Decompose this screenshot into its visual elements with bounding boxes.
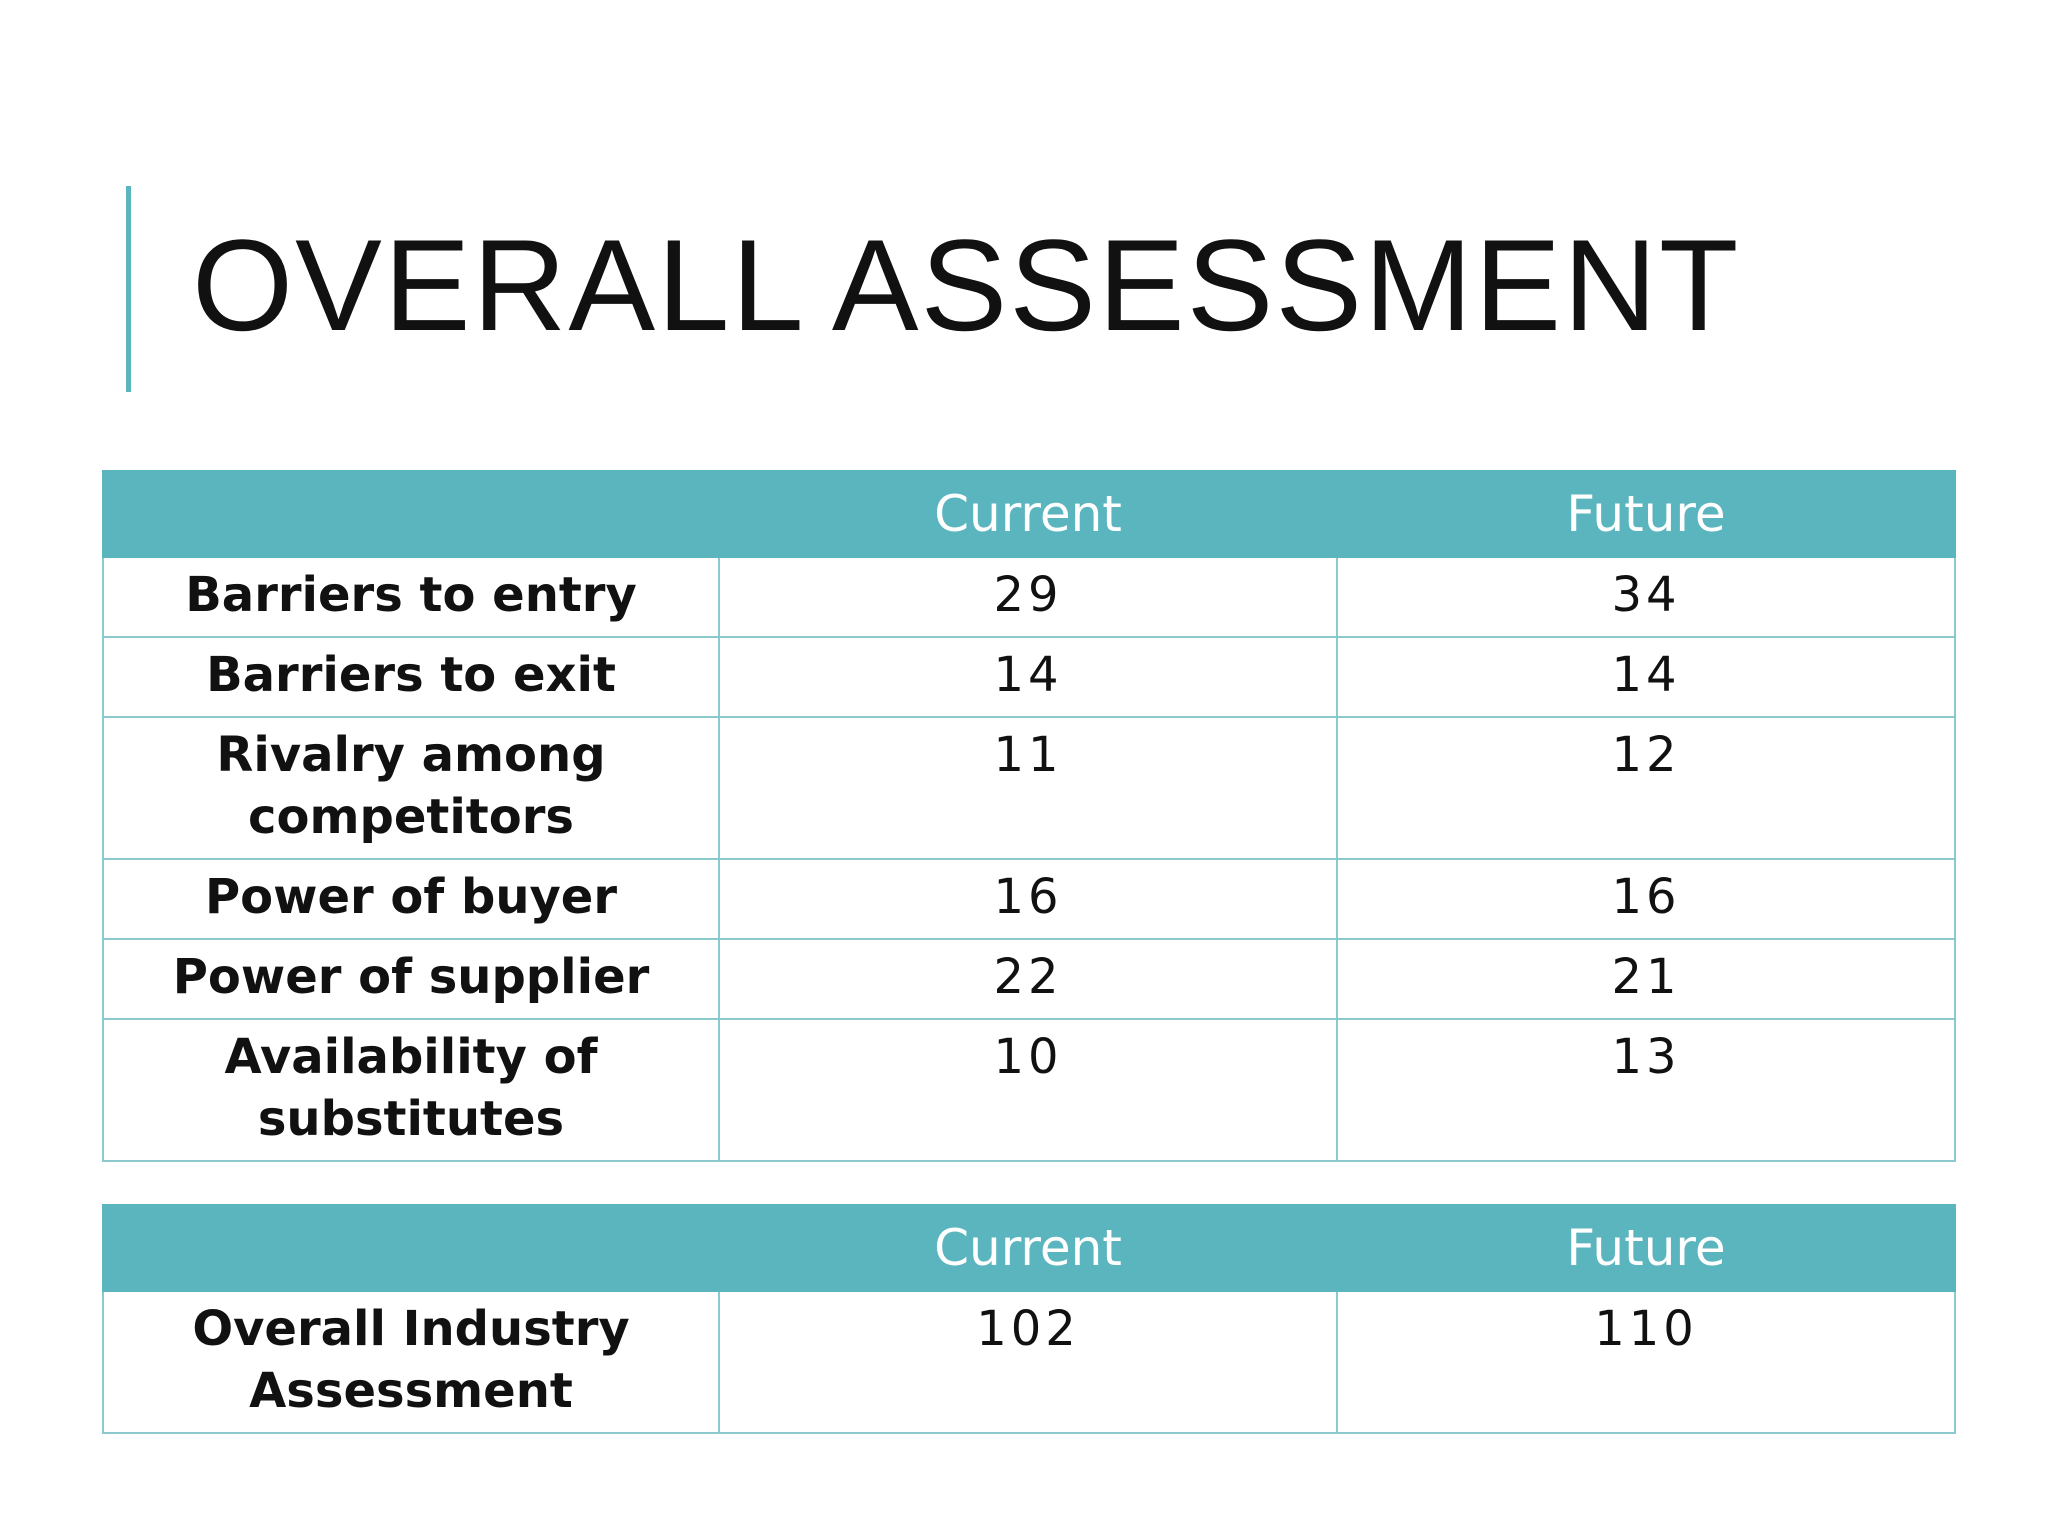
table-row — [103, 1019, 1955, 1161]
row-label — [103, 717, 719, 859]
row-label-line: Rivalry among — [216, 727, 606, 783]
current-value: 11 — [719, 717, 1337, 859]
forces-assessment-table — [102, 470, 1956, 1162]
table-row — [103, 1291, 1955, 1433]
table-header-row — [103, 471, 1955, 557]
title-accent-bar — [126, 186, 131, 392]
current-value: 29 — [719, 557, 1337, 637]
header-cell-label — [103, 471, 719, 557]
table-row — [103, 637, 1955, 717]
current-value: 16 — [719, 859, 1337, 939]
row-label: Power of buyer — [103, 859, 719, 939]
current-value: 102 — [719, 1291, 1337, 1433]
future-value: 12 — [1337, 717, 1955, 859]
header-cell-label — [103, 1205, 719, 1291]
header-cell-future: Future — [1337, 1205, 1955, 1291]
table-row — [103, 859, 1955, 939]
table-header-row — [103, 1205, 1955, 1291]
table-row — [103, 557, 1955, 637]
header-cell-current: Current — [719, 471, 1337, 557]
future-value: 110 — [1337, 1291, 1955, 1433]
table-row — [103, 939, 1955, 1019]
future-value: 14 — [1337, 637, 1955, 717]
row-label: Barriers to exit — [103, 637, 719, 717]
row-label-line: competitors — [248, 789, 574, 845]
overall-assessment-table — [102, 1204, 1956, 1434]
row-label: Barriers to entry — [103, 557, 719, 637]
current-value: 10 — [719, 1019, 1337, 1161]
current-value: 14 — [719, 637, 1337, 717]
row-label — [103, 1291, 719, 1433]
row-label-line: substitutes — [257, 1091, 565, 1147]
future-value: 16 — [1337, 859, 1955, 939]
row-label-line: Assessment — [249, 1363, 573, 1419]
row-label-line: Overall Industry — [192, 1301, 630, 1357]
current-value: 22 — [719, 939, 1337, 1019]
row-label-line: Availability of — [224, 1029, 598, 1085]
future-value: 34 — [1337, 557, 1955, 637]
header-cell-current: Current — [719, 1205, 1337, 1291]
future-value: 21 — [1337, 939, 1955, 1019]
slide-title: OVERALL ASSESSMENT — [192, 212, 1741, 358]
row-label: Power of supplier — [103, 939, 719, 1019]
future-value: 13 — [1337, 1019, 1955, 1161]
row-label — [103, 1019, 719, 1161]
header-cell-future: Future — [1337, 471, 1955, 557]
table-row — [103, 717, 1955, 859]
